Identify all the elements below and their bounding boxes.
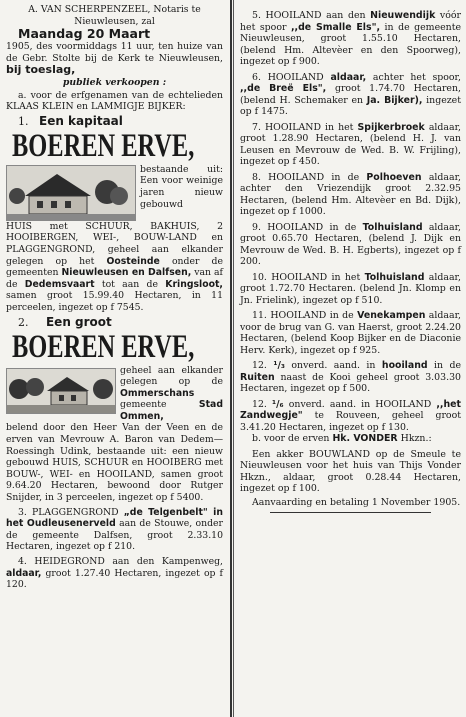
- item1-title: BOEREN ERVE,: [12, 127, 195, 164]
- farmyard-illustration: [6, 368, 116, 414]
- publiek-verkoopen: publiek verkoopen :: [62, 76, 167, 88]
- item2-body: belend door den Heer Van der Veen en de erven van Mevrouw A. Baron van Dedem—Roessingh Udink, bestaande uit: een nieuw gebouwd HUIS, SCHUUR en HOOIBERG met BOUW-, WEI- en HOOILAND, samen groot 9.64.20 Hectaren, bewoond door Rutger Snijder, in 3 perceelen, ingezet op f 5400.: [6, 422, 223, 504]
- item10-text: 10. HOOILAND in het Tolhuisland aldaar, groot 1.72.70 Hectaren. (belend Jn. Klomp en Jn. Frielink), ingezet op f 510.: [240, 271, 461, 306]
- akker-text: Een akker BOUWLAND op de Smeule te Nieuwleusen voor het huis van Thijs Vonder Hkzn., aldaar, groot 0.28.44 Hectaren, ingezet op f 100.: [240, 448, 461, 494]
- item2-block: [6, 365, 223, 423]
- intro-text: 1905, des voormiddags 11 uur, ten huize van de Gebr. Stolte bij de Kerk te Nieuwleusen, bij toeslag,: [6, 41, 223, 77]
- section-b-intro: b. voor de erven Hk. VONDER Hkzn.:: [252, 433, 432, 444]
- item12-text: 12. ¹/₃ onverd. aand. in hooiland in de Ruiten naast de Kooi geheel groot 3.03.30 Hectaren, ingezet op f 500.: [240, 360, 462, 394]
- item3-text: 3. PLAGGENGROND „de Telgenbelt" in het Oudleusenerveld aan de Stouwe, onder de gemeente Dalfsen, groot 2.33.10 Hectaren, ingezet op f 210.: [6, 506, 223, 553]
- auction-date: Maandag 20 Maart: [18, 26, 151, 42]
- item11-text: 11. HOOILAND in de Venekampen aldaar, voor de brug van G. van Haerst, groot 2.24.20 Hectaren, (belend Koop Bijker en de Diaconie Herv. Kerk), ingezet op f 925.: [240, 310, 461, 356]
- column-divider: [230, 0, 232, 717]
- item8-text: 8. HOOILAND in de Polhoeven aldaar, achter den Vriezendijk groot 2.32.95 Hectaren, (belend Hm. Altevèer en Bd. Dijk), ingezet op f 1000.: [240, 171, 462, 217]
- item2-header: 2. Een groot: [18, 314, 112, 329]
- left-column: [0, 0, 228, 717]
- item2-side-text: geheel aan elkander gelegen op de Ommerschans gemeente Stad Ommen,: [120, 364, 223, 422]
- item7-text: 7. HOOILAND in het Spijkerbroek aldaar, groot 1.28.90 Hectaren, (belend H. J. van Leusen en Mevrouw de Wed. B. W. Frijling), ingezet op f 450.: [240, 121, 462, 167]
- item4-text: 4. HEIDEGROND aan den Kampenweg, aldaar, groot 1.27.40 Hectaren, ingezet op f 120.: [6, 556, 223, 591]
- farmhouse-illustration: [6, 165, 136, 221]
- item5-text: 5. HOOILAND aan den Nieuwendijk vóór het spoor ,,de Smalle Els", in de gemeente Nieuwleusen, groot 1.55.10 Hectaren, (belend Hm. Altevèer en den Spoorweg), ingezet op f 900.: [240, 10, 462, 67]
- item1-block: [6, 164, 223, 221]
- item12b-text: 12. ¹/₆ onverd. aand. in HOOILAND ,,het Zandwegje" te Rouveen, geheel groot 3.41.20 Hectaren, ingezet op f 130.: [240, 398, 462, 433]
- item1-body: HUIS met SCHUUR, BAKHUIS, 2 HOOIBERGEN, WEI-, BOUW-LAND en PLAGGENGROND, geheel aan elkander gelegen op het Oosteinde onder de gemeenten Nieuwleusen en Dalfsen, van af de Dedemsvaart tot aan de Kringsloot, samen groot 15.99.40 Hectaren, in 11 perceelen, ingezet op f 7545.: [6, 220, 223, 313]
- section-a-intro: a. voor de erfgenamen van de echtelieden KLAAS KLEIN en LAMMIGJE BIJKER:: [6, 89, 223, 113]
- item9-text: 9. HOOILAND in de Tolhuisland aldaar, groot 0.65.70 Hectaren, (belend J. Dijk en Mevrouw de Wed. B. H. Egberts), ingezet op f 200.: [240, 221, 462, 267]
- closing-rule: [270, 512, 431, 513]
- item2-title: BOEREN ERVE,: [12, 328, 195, 365]
- item6-text: 6. HOOILAND aldaar, achter het spoor, ,,de Breë Els", groot 1.74.70 Hectaren, (belend H. Schemaker en Ja. Bijker), ingezet op f 1475.: [240, 71, 461, 117]
- aanvaarding-text: Aanvaarding en betaling 1 November 1905.: [252, 496, 461, 508]
- notary-line: A. VAN SCHERPENZEEL, Notaris te Nieuwleusen, zal: [28, 4, 201, 27]
- item1-header: 1. Een kapitaal: [18, 113, 123, 128]
- item1-side-text: bestaande uit: Een voor weinige jaren nieuw gebouwd: [140, 163, 223, 210]
- right-column: [234, 0, 466, 717]
